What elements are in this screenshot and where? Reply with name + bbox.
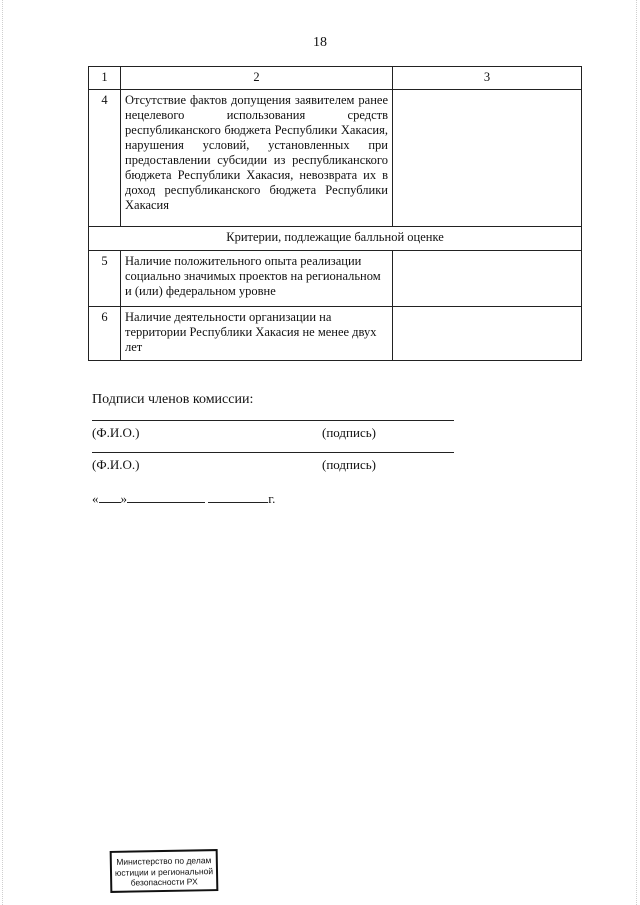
section-row [89, 227, 582, 251]
criteria-table [88, 66, 582, 361]
year-blank [208, 491, 268, 503]
table-header-row [89, 67, 582, 90]
date-line [92, 491, 275, 507]
signature-line-2 [92, 452, 454, 453]
row-value-cell [393, 90, 582, 227]
row-criterion-text: Наличие положительного опыта реализации социально значимых проектов на региональном и (или) федеральном уровне [121, 251, 393, 307]
stamp-line-3: безопасности РХ [130, 876, 198, 888]
row-value-cell [393, 307, 582, 361]
header-col-3: 3 [393, 67, 582, 90]
row-number: 4 [89, 90, 121, 227]
signature-line-1 [92, 420, 454, 421]
sign-label-2: (подпись) [322, 457, 376, 472]
right-margin-dots [636, 0, 638, 905]
section-title: Критерии, подлежащие балльной оценке [89, 227, 582, 251]
sign-label-1: (подпись) [322, 425, 376, 440]
page-number: 18 [313, 35, 327, 50]
row-number: 6 [89, 307, 121, 361]
row-value-cell [393, 251, 582, 307]
table-row [89, 307, 582, 361]
date-close-quote: » [120, 491, 127, 506]
stamp-line-1: Министерство по делам [116, 855, 212, 867]
header-col-1: 1 [89, 67, 121, 90]
signatures-title: Подписи членов комиссии: [92, 392, 254, 407]
year-suffix: г. [268, 491, 276, 506]
date-open-quote: « [92, 491, 99, 506]
table-row [89, 90, 582, 227]
row-criterion-text: Отсутствие фактов допущения заявителем ранее нецелевого использования средств республиканского бюджета Республики Хакасия, нарушения условий, установленных при предоставлении субсидии из республиканского бюджета Республики Хакасия, невозврата их в доход республиканского бюджета Республики Хакасия [121, 90, 393, 227]
day-blank [99, 491, 121, 503]
name-label-2: (Ф.И.О.) [92, 457, 140, 472]
stamp-line-2: юстиции и региональной [114, 865, 214, 878]
name-label-1: (Ф.И.О.) [92, 425, 140, 440]
table-row [89, 251, 582, 307]
header-col-2: 2 [121, 67, 393, 90]
month-blank [127, 491, 205, 503]
ministry-stamp [110, 849, 219, 893]
row-number: 5 [89, 251, 121, 307]
left-margin-dots [2, 0, 4, 905]
row-criterion-text: Наличие деятельности организации на территории Республики Хакасия не менее двух лет [121, 307, 393, 361]
